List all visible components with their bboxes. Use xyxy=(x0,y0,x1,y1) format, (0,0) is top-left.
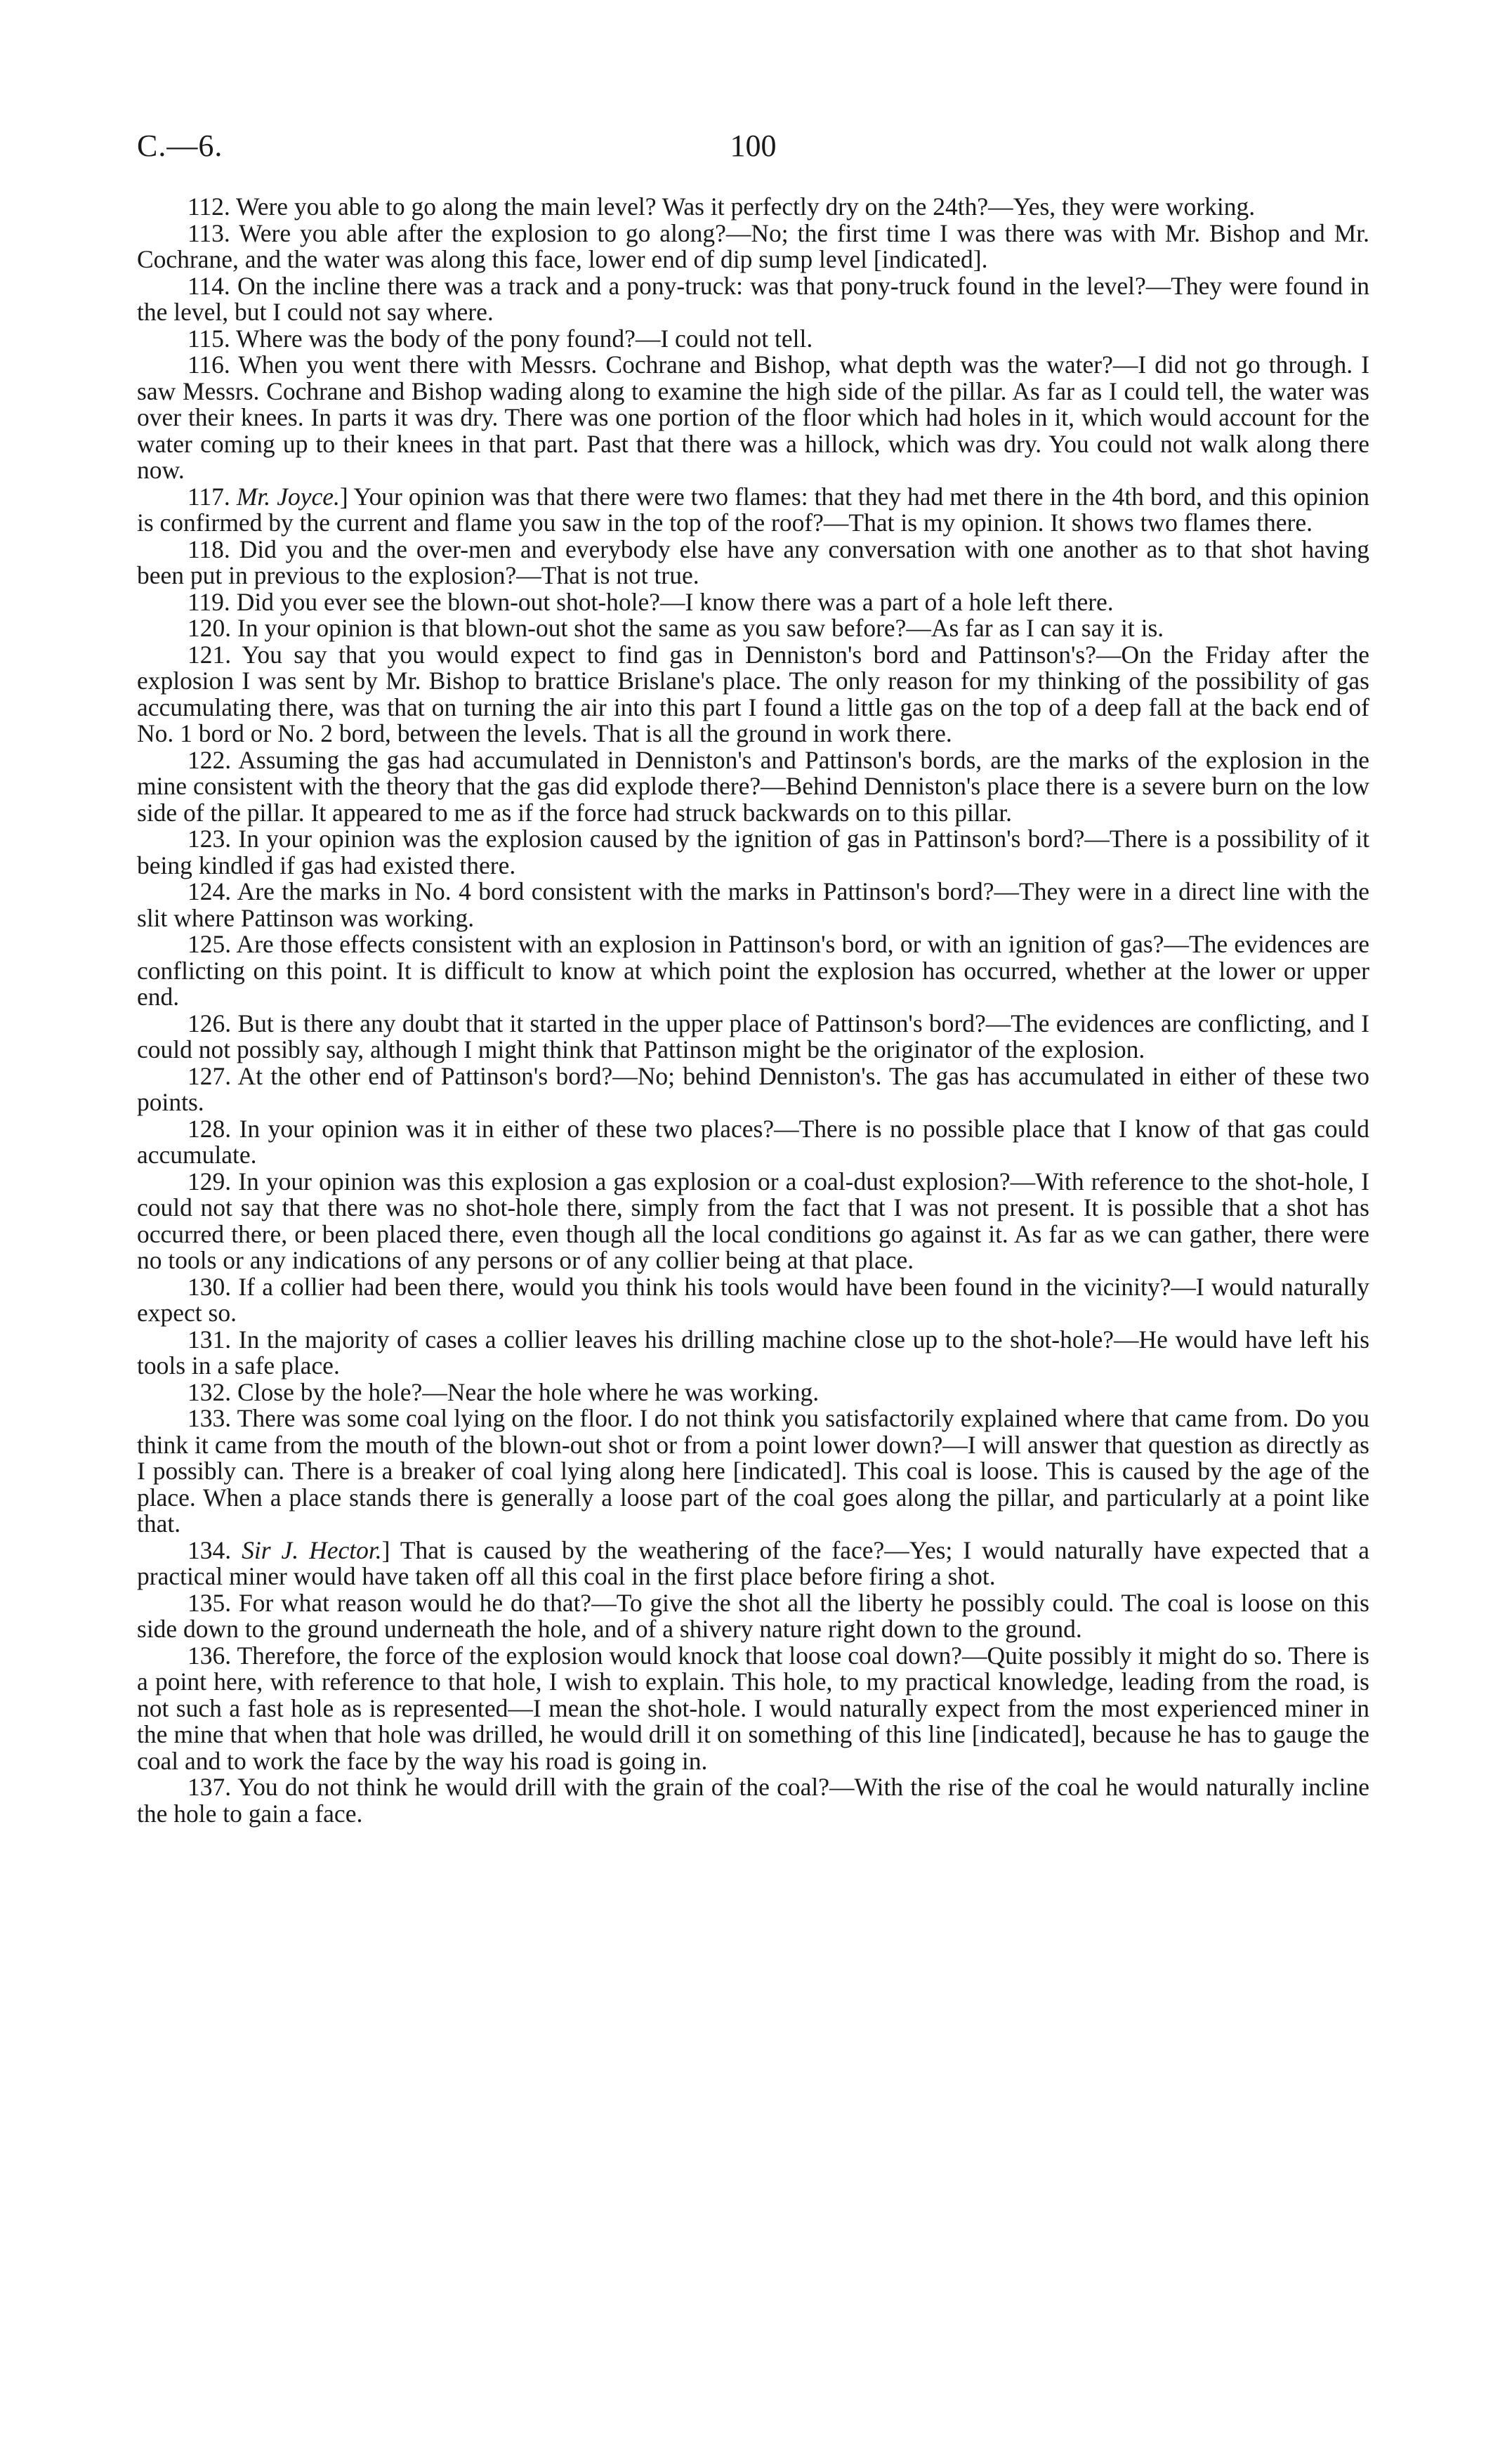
paragraph-text: Were you able to go along the main level? Was it perfectly dry on the 24th?—Yes, they were working. xyxy=(236,192,1256,221)
testimony-paragraph xyxy=(137,1405,1369,1538)
paragraph-text: Were you able after the explosion to go along?—No; the first time I was there was with Mr. Bishop and Mr. Cochrane, and the water was along this face, lower end of dip sump level [indicated]. xyxy=(137,218,1369,273)
paragraph-text: If a collier had been there, would you think his tools would have been found in the vicinity?—I would naturally expect so. xyxy=(137,1272,1370,1327)
testimony-paragraph xyxy=(137,1377,1369,1406)
testimony-paragraph xyxy=(137,537,1369,589)
paragraph-text: There was some coal lying on the floor. I do not think you satisfactorily explained where that came from. Do you think it came from the mouth of the blown-out shot or from a point lower down?—I will answer that question as directly as I possibly can. There is a breaker of coal lying along here [indicated]. This coal is loose. This is caused by the age of the place. When a place stands there is generally a loose part of the coal goes along the pillar, and particularly at a point like that. xyxy=(137,1404,1370,1538)
speaker-bracket: ] xyxy=(339,482,348,511)
paragraph-text: In your opinion is that blown-out shot the same as you saw before?—As far as I can say it is. xyxy=(237,614,1164,642)
page-header xyxy=(137,119,1369,183)
testimony-paragraph xyxy=(137,1063,1369,1116)
question-number: 119. xyxy=(188,587,230,616)
question-number: 131. xyxy=(188,1325,232,1354)
question-number: 135. xyxy=(188,1588,232,1617)
testimony-paragraph xyxy=(137,484,1369,537)
question-number: 112. xyxy=(188,192,230,221)
question-number: 137. xyxy=(188,1773,232,1801)
question-number: 113. xyxy=(188,218,230,247)
question-number: 133. xyxy=(188,1404,232,1432)
document-reference: C.—6. xyxy=(137,129,223,163)
paragraph-text: On the incline there was a track and a pony-truck: was that pony-truck found in the level?—They were found in the level, but I could not say where. xyxy=(137,271,1369,326)
page-number: 100 xyxy=(730,129,777,163)
testimony-paragraph xyxy=(137,273,1369,326)
question-number: 123. xyxy=(188,825,232,853)
question-number: 116. xyxy=(188,350,230,379)
paragraph-text: In your opinion was this explosion a gas explosion or a coal-dust explosion?—With reference to the shot-hole, I could not say that there was no shot-hole there, simply from the fact that I was not present. It is possible that a shot has occurred there, or been placed there, even though all the local conditions go against it. As far as we can gather, there were no tools or any indications of any persons or of any collier being at that place. xyxy=(137,1167,1369,1274)
question-number: 121. xyxy=(188,640,232,669)
question-number: 122. xyxy=(188,745,232,774)
question-number: 129. xyxy=(188,1167,232,1195)
paragraph-text: Are those effects consistent with an explosion in Pattinson's bord, or with an ignition of gas?—The evidences are conflicting on this point. It is difficult to know at which point the explosion has occurred, whether at the lower or upper end. xyxy=(137,930,1369,1011)
testimony-paragraph xyxy=(137,747,1369,827)
testimony-paragraph xyxy=(137,826,1369,879)
paragraph-text: In your opinion was the explosion caused by the ignition of gas in Pattinson's bord?—There is a possibility of it being kindled if gas had existed there. xyxy=(137,825,1370,879)
testimony-paragraph xyxy=(137,218,1369,273)
paragraph-text: Did you and the over-men and everybody else have any conversation with one another as to that shot having been put in previous to the explosion?—That is not true. xyxy=(137,535,1370,589)
speaker-bracket: ] xyxy=(381,1535,390,1564)
document-page xyxy=(137,119,1369,2353)
testimony-paragraph xyxy=(137,1011,1369,1063)
paragraph-text: But is there any doubt that it started in the upper place of Pattinson's bord?—The evidences are conflicting, and I could not possibly say, although I might think that Pattinson might be the originator of the explosion. xyxy=(137,1009,1370,1063)
testimony-paragraph xyxy=(137,326,1369,353)
testimony-paragraph xyxy=(137,194,1369,221)
testimony-paragraph xyxy=(137,879,1369,931)
paragraph-text: Did you ever see the blown-out shot-hole?—I know there was a part of a hole left there. xyxy=(236,587,1114,616)
paragraph-text: At the other end of Pattinson's bord?—No; behind Denniston's. The gas has accumulated in either of these two points. xyxy=(137,1061,1369,1116)
paragraph-text: In your opinion was it in either of these two places?—There is no possible place that I know of that gas could accumulate. xyxy=(137,1114,1370,1169)
question-number: 127. xyxy=(188,1061,232,1090)
testimony-paragraph xyxy=(137,1327,1369,1380)
paragraph-text: Where was the body of the pony found?—I could not tell. xyxy=(236,324,813,353)
question-number: 114. xyxy=(188,271,230,300)
testimony-paragraph xyxy=(137,1643,1369,1775)
question-number: 128. xyxy=(188,1114,232,1143)
paragraph-text: You say that you would expect to find gas in Denniston's bord and Pattinson's?—On the Friday after the explosion I was sent by Mr. Bishop to brattice Brislane's place. The only reason for my thinking of the possibility of gas accumulating there, was that on turning the air into this part I found a little gas on the top of a deep fall at the back end of No. 1 bord or No. 2 bord, between the levels. That is all the ground in work there. xyxy=(137,640,1370,747)
question-number: 117. xyxy=(188,482,230,511)
testimony-body xyxy=(137,194,1369,1827)
testimony-paragraph xyxy=(137,1590,1369,1643)
question-number: 120. xyxy=(188,614,232,642)
paragraph-text: In the majority of cases a collier leaves his drilling machine close up to the shot-hole?—He would have left his tools in a safe place. xyxy=(137,1325,1370,1380)
testimony-paragraph xyxy=(137,615,1369,642)
speaker-name: Mr. Joyce. xyxy=(236,482,340,511)
question-number: 124. xyxy=(188,877,232,905)
question-number: 134. xyxy=(188,1535,232,1564)
testimony-paragraph xyxy=(137,589,1369,616)
testimony-paragraph xyxy=(137,642,1369,747)
question-number: 125. xyxy=(188,930,232,958)
paragraph-text: You do not think he would drill with the grain of the coal?—With the rise of the coal he would naturally incline the hole to gain a face. xyxy=(137,1773,1369,1828)
testimony-paragraph xyxy=(137,1535,1370,1590)
paragraph-text: Assuming the gas had accumulated in Denniston's and Pattinson's bords, are the marks of the explosion in the mine consistent with the theory that the gas did explode there?—Behind Denniston's place there is a severe burn on the low side of the pillar. It appeared to me as if the force had struck backwards on to this pillar. xyxy=(137,745,1369,827)
paragraph-text: Your opinion was that there were two flames: that they had met there in the 4th bord, and this opinion is confirmed by the current and flame you saw in the top of the roof?—That is my opinion. It shows two flames there. xyxy=(137,482,1370,537)
paragraph-text: That is caused by the weathering of the face?—Yes; I would naturally have expected that a practical miner would have taken off all this coal in the first place before firing a shot. xyxy=(137,1535,1370,1590)
paragraph-text: Are the marks in No. 4 bord consistent with the marks in Pattinson's bord?—They were in a direct line with the slit where Pattinson was working. xyxy=(137,877,1369,932)
testimony-paragraph xyxy=(137,1274,1369,1327)
question-number: 136. xyxy=(188,1641,232,1670)
question-number: 115. xyxy=(188,324,230,353)
paragraph-text: When you went there with Messrs. Cochrane and Bishop, what depth was the water?—I did not go through. I saw Messrs. Cochrane and Bishop wading along to examine the high side of the pillar. As far as I could tell, the water was over their knees. In parts it was dry. There was one portion of the floor which had holes in it, which would account for the water coming up to their knees in that part. Past that there was a hillock, which was dry. You could not walk along there now. xyxy=(137,350,1370,484)
paragraph-text: Therefore, the force of the explosion would knock that loose coal down?—Quite possibly it might do so. There is a point here, with reference to that hole, I wish to explain. This hole, to my practical knowledge, leading from the road, is not such a fast hole as is represented—I mean the shot-hole. I would naturally expect from the most experienced miner in the mine that when that hole was drilled, he would drill it on something of this line [indicated], because he has to gauge the coal and to work the face by the way his road is going in. xyxy=(137,1641,1369,1775)
question-number: 118. xyxy=(188,535,230,563)
testimony-paragraph xyxy=(137,1169,1369,1274)
paragraph-text: For what reason would he do that?—To give the shot all the liberty he possibly could. The coal is loose on this side down to the ground underneath the hole, and of a shivery nature right down to the ground. xyxy=(137,1588,1369,1643)
testimony-paragraph xyxy=(137,352,1369,484)
question-number: 130. xyxy=(188,1272,232,1301)
question-number: 132. xyxy=(188,1377,232,1406)
question-number: 126. xyxy=(188,1009,232,1037)
paragraph-text: Close by the hole?—Near the hole where he was working. xyxy=(237,1377,820,1406)
testimony-paragraph xyxy=(137,931,1369,1011)
speaker-name: Sir J. Hector. xyxy=(242,1535,382,1564)
testimony-paragraph xyxy=(137,1116,1369,1169)
testimony-paragraph xyxy=(137,1774,1369,1827)
